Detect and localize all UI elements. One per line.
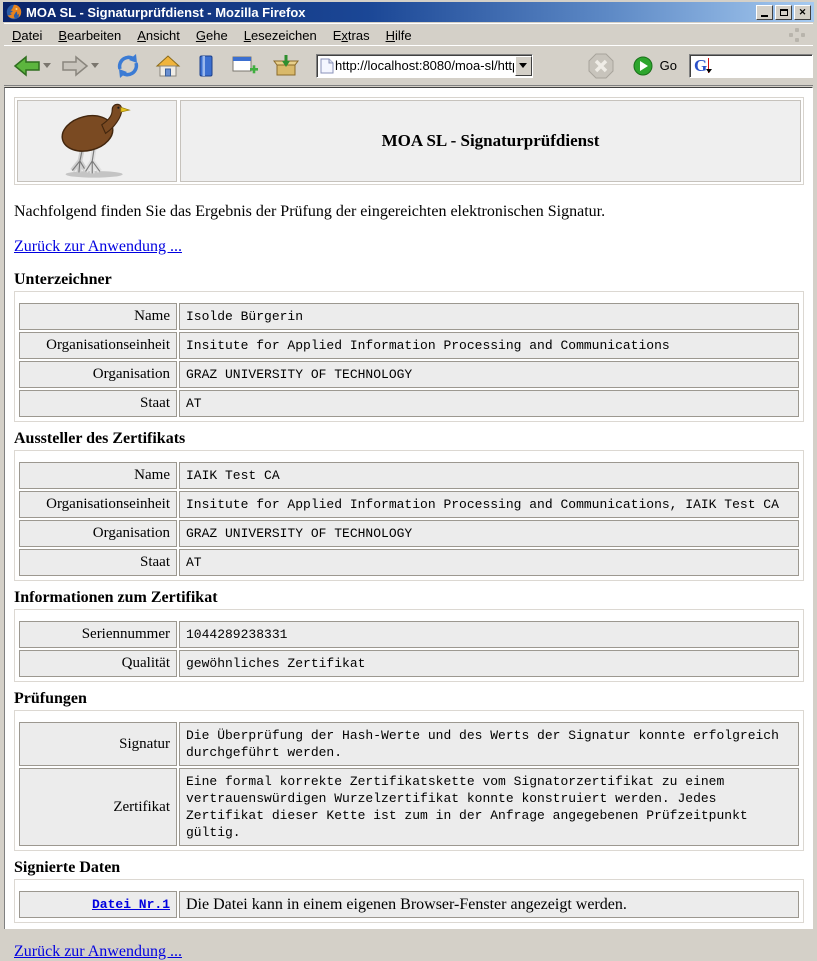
stop-button[interactable] (585, 50, 617, 82)
close-button[interactable] (794, 5, 811, 20)
table-row (19, 520, 799, 547)
activity-indicator (789, 28, 805, 42)
row-value: Insitute for Applied Information Processing and Communications (179, 332, 799, 359)
back-button[interactable] (10, 51, 54, 81)
row-value: GRAZ UNIVERSITY OF TECHNOLOGY (179, 361, 799, 388)
title-bar (3, 2, 814, 22)
menu-lesezeichen[interactable]: Lesezeichen (243, 27, 317, 43)
row-value: AT (179, 549, 799, 576)
bookmarks-button[interactable] (192, 51, 220, 81)
table-row (19, 549, 799, 576)
section-heading-issuer: Aussteller des Zertifikats (14, 430, 186, 447)
go-label: Go (659, 58, 677, 73)
table-row (19, 650, 799, 677)
menu-bar (4, 23, 813, 46)
maximize-icon (780, 9, 788, 16)
table-row (19, 491, 799, 518)
page-icon (320, 58, 334, 74)
reload-button[interactable] (112, 50, 144, 82)
new-window-button[interactable] (228, 51, 262, 81)
row-value: AT (179, 390, 799, 417)
table-row (19, 390, 799, 417)
menu-bearbeiten[interactable]: Bearbeiten (58, 27, 122, 43)
back-dropdown-icon[interactable] (43, 63, 51, 68)
cert-info-table (14, 609, 804, 682)
row-value: Die Datei kann in einem eigenen Browser-Fenster angezeigt werden. (179, 891, 799, 918)
section-heading-signed-data: Signierte Daten (14, 859, 121, 876)
row-value: Insitute for Applied Information Processing and Communications, IAIK Test CA (179, 491, 799, 518)
url-bar (316, 54, 533, 78)
forward-dropdown-icon[interactable] (91, 63, 99, 68)
page-banner (14, 97, 804, 185)
table-row (19, 722, 799, 766)
go-button[interactable] (633, 56, 677, 76)
table-row (19, 303, 799, 330)
checks-table (14, 710, 804, 851)
section-heading-signer: Unterzeichner (14, 271, 112, 288)
banner-logo-cell (17, 100, 177, 182)
section-heading-cert-info: Informationen zum Zertifikat (14, 589, 218, 606)
back-to-application-link-bottom[interactable]: Zurück zur Anwendung ... (14, 943, 182, 960)
stop-icon (588, 53, 614, 79)
row-label: Zertifikat (19, 768, 177, 846)
chevron-down-icon (519, 63, 527, 68)
navigation-toolbar (4, 45, 813, 86)
row-value: Die Überprüfung der Hash-Werte und des Werts der Signatur konnte erfolgreich durchgeführt werden. (179, 722, 799, 766)
forward-button[interactable] (58, 51, 102, 81)
minimize-icon (761, 15, 768, 17)
search-box (689, 54, 813, 78)
menu-datei[interactable]: Datei (12, 27, 43, 43)
row-label: Organisation (19, 361, 177, 388)
row-label: Seriennummer (19, 621, 177, 648)
url-input[interactable] (334, 58, 515, 73)
menu-gehe[interactable]: Gehe (195, 27, 228, 43)
table-row (19, 332, 799, 359)
row-value: GRAZ UNIVERSITY OF TECHNOLOGY (179, 520, 799, 547)
section-heading-checks: Prüfungen (14, 690, 87, 707)
back-to-application-link-top[interactable]: Zurück zur Anwendung ... (14, 238, 182, 255)
firefox-icon (6, 4, 22, 20)
row-value: Isolde Bürgerin (179, 303, 799, 330)
table-row (19, 621, 799, 648)
google-logo-icon: G (694, 56, 708, 75)
row-label: Name (19, 303, 177, 330)
banner-title: MOA SL - Signaturprüfdienst (180, 100, 801, 182)
row-value: IAIK Test CA (179, 462, 799, 489)
menu-extras[interactable]: Extras (332, 27, 370, 43)
window-title: MOA SL - Signaturprüfdienst - Mozilla Firefox (26, 4, 306, 20)
row-label: Organisationseinheit (19, 332, 177, 359)
back-icon (13, 54, 41, 78)
downloads-button[interactable] (270, 51, 302, 81)
downloads-icon (273, 54, 299, 78)
signer-table (14, 291, 804, 422)
maximize-button[interactable] (775, 5, 792, 20)
row-label: Name (19, 462, 177, 489)
intro-text: Nachfolgend finden Sie das Ergebnis der Prüfung der eingereichten elektronischen Signatur. (14, 203, 606, 220)
bookmarks-icon (195, 54, 217, 78)
row-label: Staat (19, 390, 177, 417)
row-label: Organisationseinheit (19, 491, 177, 518)
file-nr1-link[interactable]: Datei Nr.1 (91, 897, 170, 912)
row-label: Qualität (19, 650, 177, 677)
forward-icon (61, 54, 89, 78)
table-row (19, 462, 799, 489)
row-value: gewöhnliches Zertifikat (179, 650, 799, 677)
moa-bird-logo (42, 102, 152, 180)
reload-icon (115, 53, 141, 79)
table-row (19, 891, 799, 918)
home-button[interactable] (152, 51, 184, 81)
new-window-icon (231, 54, 259, 78)
browser-viewport (4, 87, 813, 960)
minimize-button[interactable] (756, 5, 773, 20)
row-value: Eine formal korrekte Zertifikatskette vom Signatorzertifikat zu einem vertrauenswürdigen Wurzelzertifikat konnte konstruiert werden. Jedes Zertifikat dieser Kette ist zum in der Anfrage angegebenen Prüfzeitpunkt gültig. (179, 768, 799, 846)
table-row (19, 768, 799, 846)
signed-data-table (14, 879, 804, 923)
go-icon (633, 56, 653, 76)
search-input[interactable] (709, 58, 812, 74)
url-dropdown-button[interactable] (515, 56, 532, 76)
row-label: Organisation (19, 520, 177, 547)
issuer-table (14, 450, 804, 581)
close-icon: ✕ (798, 6, 807, 17)
menu-hilfe[interactable]: Hilfe (385, 27, 412, 43)
row-label: Staat (19, 549, 177, 576)
row-value: 1044289238331 (179, 621, 799, 648)
menu-ansicht[interactable]: Ansicht (137, 27, 180, 43)
row-label (19, 891, 177, 918)
home-icon (155, 54, 181, 78)
row-label: Signatur (19, 722, 177, 766)
search-dropdown-icon[interactable] (706, 69, 712, 73)
table-row (19, 361, 799, 388)
